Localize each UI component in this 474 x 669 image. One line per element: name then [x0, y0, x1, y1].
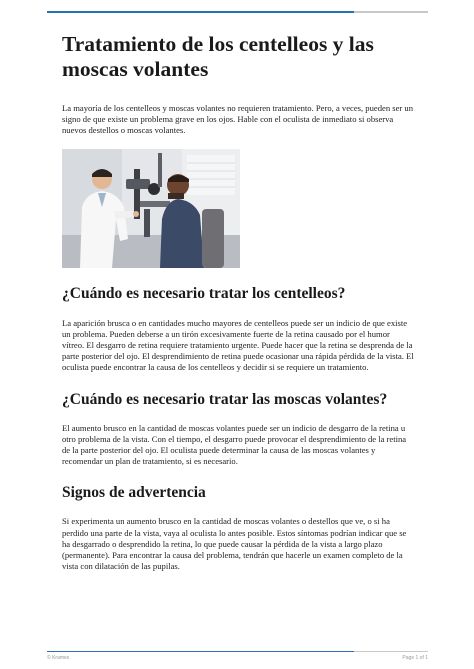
article: [62, 32, 414, 572]
footer-copyright: © Krames: [47, 655, 70, 661]
section-heading-floaters: ¿Cuándo es necesario tratar las moscas volantes?: [62, 390, 388, 408]
section-body-warning-signs: Si experimenta un aumento brusco en la cantidad de moscas volantes o destellos que ve, o si ha perdido una parte de la vista, vaya al oculista lo antes posible. Estos síntomas podrían indicar que se ha desgarrado o desprendido la retina, lo que puede causar la pérdida de la vista a largo plazo (permanente). Para encontrar la causa del problema, tendrán que hacerle un examen completo de la vista con dilatación de las pupilas.: [62, 516, 407, 572]
section-body-floaters: El aumento brusco en la cantidad de moscas volantes puede ser un indicio de desgarro de la retina u otro problema de la vista. Con el tiempo, el desgarro puede provocar el desprendimiento de la retina de la parte posterior del ojo. El oculista puede determinar la causa de las moscas volantes y recomendar un plan de tratamiento, si es necesario.: [62, 422, 407, 467]
bottom-rule-accent: [47, 651, 354, 652]
section-heading-warning-signs: Signos de advertencia: [62, 484, 206, 502]
top-rule-accent: [47, 11, 354, 13]
bottom-rule: [47, 651, 428, 652]
top-rule: [47, 11, 428, 13]
section-heading-flashes: ¿Cuándo es necesario tratar los centelleos?: [62, 284, 346, 302]
intro-paragraph: La mayoría de los centelleos y moscas volantes no requieren tratamiento. Pero, a veces, pueden ser un signo de que existe un problema grave en los ojos. Hable con el oculista de inmediato si observa nuevos destellos o moscas volantes.: [62, 103, 414, 136]
section-body-flashes: La aparición brusca o en cantidades mucho mayores de centelleos puede ser un indicio de que existe un problema. Pueden deberse a un tirón excesivamente fuerte de la retina causado por el humor vítreo. El desgarro de retina requiere tratamiento urgente. Puede hacer que la retina se desprenda de la parte posterior del ojo. El desprendimiento de retina puede ocasionar una rápida pérdida de la vista. El oculista puede encontrar la causa de los centelleos y decidir si se requiere un tratamiento.: [62, 317, 414, 373]
footer-page-number: Page 1 of 1: [402, 655, 428, 661]
page-title: Tratamiento de los centelleos y las moscas volantes: [62, 32, 374, 81]
eye-exam-photo: [62, 149, 240, 268]
